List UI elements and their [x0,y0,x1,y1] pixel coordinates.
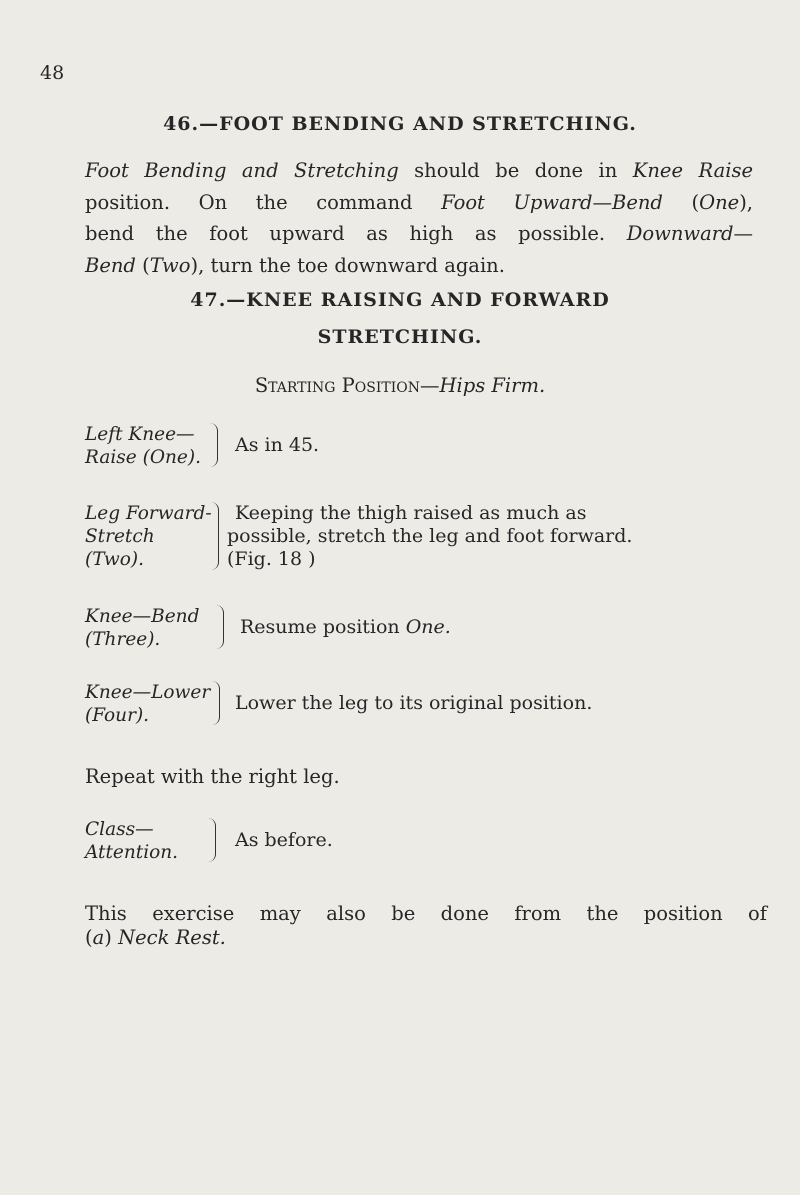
brace [215,605,224,649]
command-knee-bend [85,605,765,665]
command-label: Knee—Lower (Four). [85,682,211,726]
paragraph-line-4: Bend (Two), turn the toe downward again. [85,253,505,277]
command-description: As before. [235,829,333,851]
command-class-attention [85,818,765,878]
brace [210,502,219,570]
final-note-line-1: This exercise may also be done from the position of [85,902,767,925]
command-label: Knee—Bend (Three). [85,606,200,650]
brace [209,423,218,467]
command-description: Resume position One. [240,616,451,638]
command-left-knee-raise [85,423,765,483]
section-46-title: 46.—FOOT BENDING AND STRETCHING. [163,113,637,135]
final-note-line-2: (a) Neck Rest. [85,926,226,949]
section-47-title-line-2: STRETCHING. [317,326,483,348]
brace [211,681,220,725]
page-number: 48 [40,62,65,84]
starting-position: Starting Position—Hips Firm. [254,374,546,397]
paragraph-line-2: position. On the command Foot Upward—Bend (One), [85,190,754,214]
brace [207,818,216,862]
section-46-paragraph [85,155,753,281]
command-label: Left Knee— Raise (One). [85,424,201,468]
command-label: Class— Attention. [85,819,179,863]
command-description: Lower the leg to its original position. [235,692,593,714]
section-47-title-line-1: 47.—KNEE RAISING AND FORWARD [190,289,610,311]
command-leg-forward-stretch [85,502,765,578]
paragraph-line-3: bend the foot upward as high as possible. Downward— [85,222,753,245]
command-knee-lower [85,681,765,741]
repeat-instruction: Repeat with the right leg. [85,765,340,788]
paragraph-line-1: Foot Bending and Stretching should be done in Knee Raise [85,159,753,182]
command-label: Leg Forward- Stretch (Two). [85,503,212,570]
command-description: As in 45. [235,434,320,456]
command-description: Keeping the thigh raised as much as possible, stretch the leg and foot forward. (Fig. 18 ) [227,502,633,570]
